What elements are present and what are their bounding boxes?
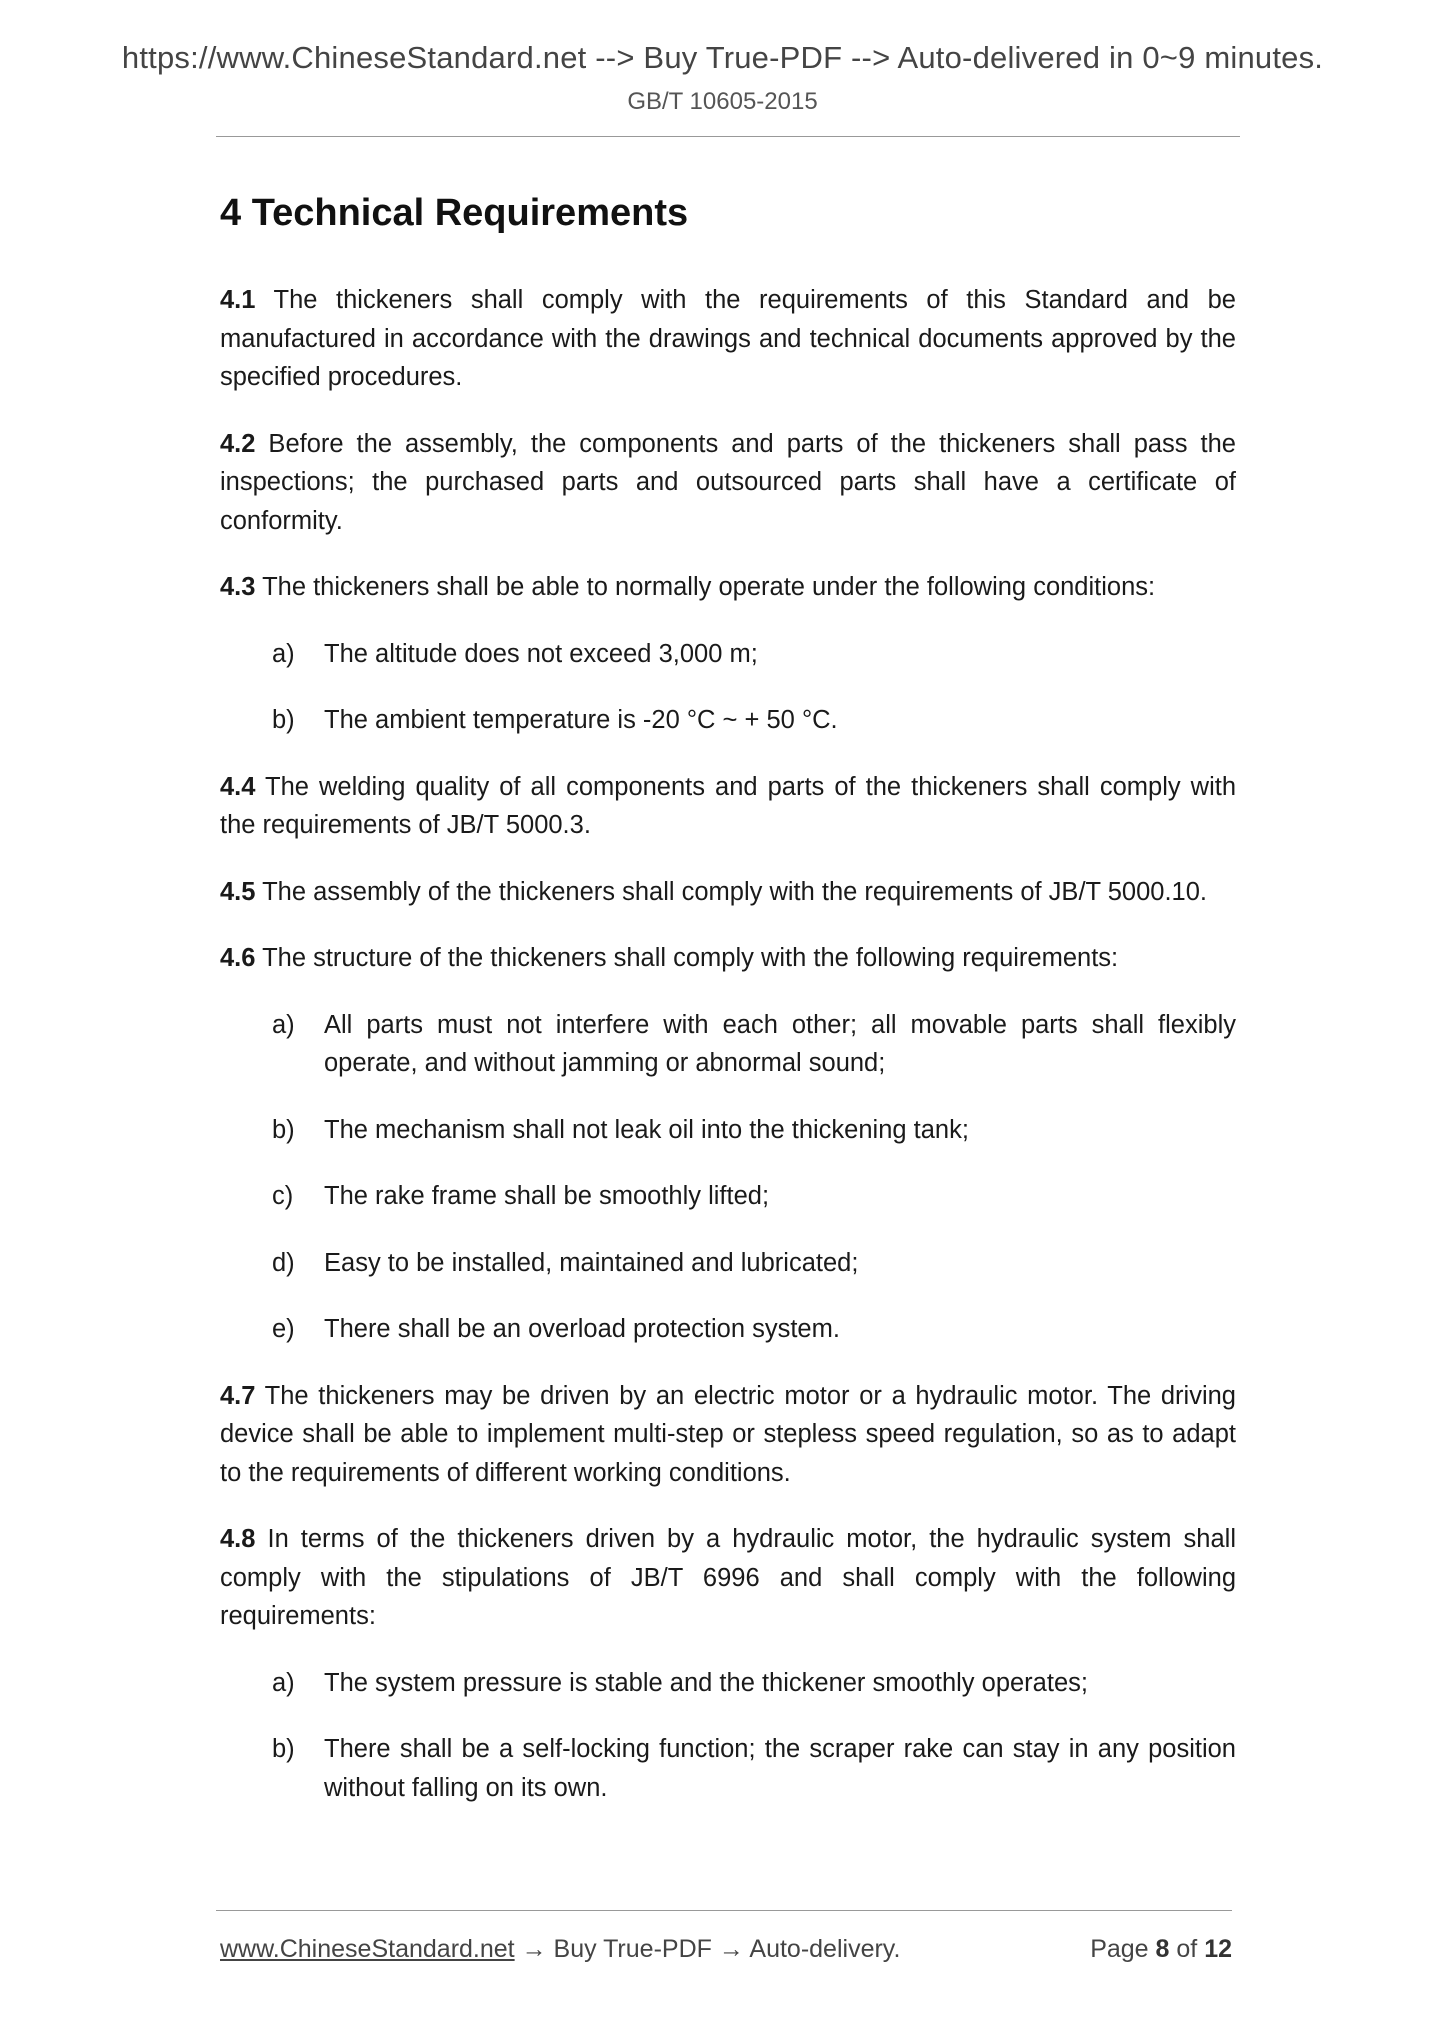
document-body [220, 192, 1236, 1835]
list-item-label: a) [272, 639, 295, 668]
header-link-text[interactable]: https://www.ChineseStandard.net --> Buy True-PDF --> Auto-delivered in 0~9 minutes. [121, 40, 1324, 75]
list-item-text: All parts must not interfere with each other; all movable parts shall flexibly operate, and without jamming or abnormal sound; [324, 1010, 1236, 1077]
list-item-label: b) [272, 1735, 295, 1763]
clause-text: The thickeners shall be able to normally operate under the following conditions: [255, 573, 1156, 601]
page-total: 12 [1204, 1935, 1232, 1963]
clause-text: The structure of the thickeners shall comply with the following requirements: [255, 944, 1119, 972]
list-item-text: The altitude does not exceed 3,000 m; [324, 639, 758, 668]
list-item-text: The mechanism shall not leak oil into the thickening tank; [324, 1115, 969, 1144]
clause-text: In terms of the thickeners driven by a hydraulic motor, the hydraulic system shall comply with the stipulations of JB/T 6996 and shall comply with the following requirements: [220, 1525, 1236, 1630]
clause-text: The thickeners may be driven by an electric motor or a hydraulic motor. The driving device shall be able to implement multi-step or stepless speed regulation, so as to adapt to the requirements of different working conditions. [220, 1381, 1236, 1487]
list-item-label: a) [272, 1668, 295, 1697]
clause-number: 4.1 [220, 286, 256, 314]
list-item-label: a) [272, 1010, 295, 1039]
header-divider [216, 136, 1240, 137]
clause-number: 4.5 [220, 877, 256, 906]
clause-number: 4.2 [220, 429, 256, 458]
footer-site-link[interactable]: www.ChineseStandard.net [220, 1935, 515, 1963]
list-item [220, 1310, 1236, 1349]
requirements-list [220, 281, 1236, 1807]
list-item [220, 1006, 1236, 1083]
clause-text: The thickeners shall comply with the requirements of this Standard and be manufactured in accordance with the drawings and technical documents approved by the specified procedures. [220, 286, 1236, 391]
list-item-label: b) [272, 1115, 295, 1144]
footer-promo [220, 1935, 900, 1964]
clause-4-6 [220, 939, 1236, 978]
page-current: 8 [1155, 1935, 1170, 1963]
clause-number: 4.4 [220, 772, 256, 801]
clause-text: The assembly of the thickeners shall comply with the requirements of JB/T 5000.10. [255, 877, 1207, 906]
page-of: of [1169, 1935, 1205, 1963]
clause-number: 4.7 [220, 1381, 256, 1410]
list-item-text: There shall be a self-locking function; the scraper rake can stay in any position without falling on its own. [324, 1735, 1236, 1802]
list-item-text: Easy to be installed, maintained and lubricated; [324, 1248, 859, 1277]
clause-4-8 [220, 1520, 1236, 1636]
list-item [220, 1244, 1236, 1283]
footer-divider [216, 1910, 1232, 1911]
list-item [220, 1111, 1236, 1150]
clause-text: The welding quality of all components and parts of the thickeners shall comply with the requirements of JB/T 5000.3. [220, 772, 1236, 839]
clause-4-5 [220, 873, 1236, 912]
section-title: 4 Technical Requirements [220, 192, 689, 234]
clause-4-7 [220, 1377, 1236, 1493]
list-item [220, 1177, 1236, 1216]
list-item [220, 1664, 1236, 1703]
list-item-text: There shall be an overload protection system. [324, 1315, 840, 1343]
clause-4-2 [220, 425, 1236, 541]
list-item-label: b) [272, 706, 295, 734]
clause-4-4 [220, 768, 1236, 845]
standard-number: GB/T 10605-2015 [627, 88, 818, 115]
list-item [220, 1730, 1236, 1807]
list-item-label: d) [272, 1248, 295, 1277]
list-item [220, 701, 1236, 740]
clause-text: Before the assembly, the components and parts of the thickeners shall pass the inspections; the purchased parts and outsourced parts shall have a certificate of conformity. [220, 429, 1236, 535]
list-item-text: The system pressure is stable and the thickener smoothly operates; [324, 1668, 1088, 1697]
list-item-label: e) [272, 1315, 295, 1343]
clause-number: 4.8 [220, 1525, 256, 1553]
list-item-text: The rake frame shall be smoothly lifted; [324, 1182, 770, 1210]
page-indicator [1090, 1935, 1232, 1964]
list-item [220, 635, 1236, 674]
clause-4-1 [220, 281, 1236, 397]
footer-promo-text: → Buy True-PDF → Auto-delivery. [514, 1935, 901, 1963]
list-item-text: The ambient temperature is -20 °C ~ + 50 °C. [324, 706, 838, 734]
page-prefix: Page [1090, 1935, 1156, 1963]
clause-number: 4.6 [220, 944, 256, 972]
clause-number: 4.3 [220, 573, 256, 601]
list-item-label: c) [272, 1182, 294, 1210]
clause-4-3 [220, 568, 1236, 607]
